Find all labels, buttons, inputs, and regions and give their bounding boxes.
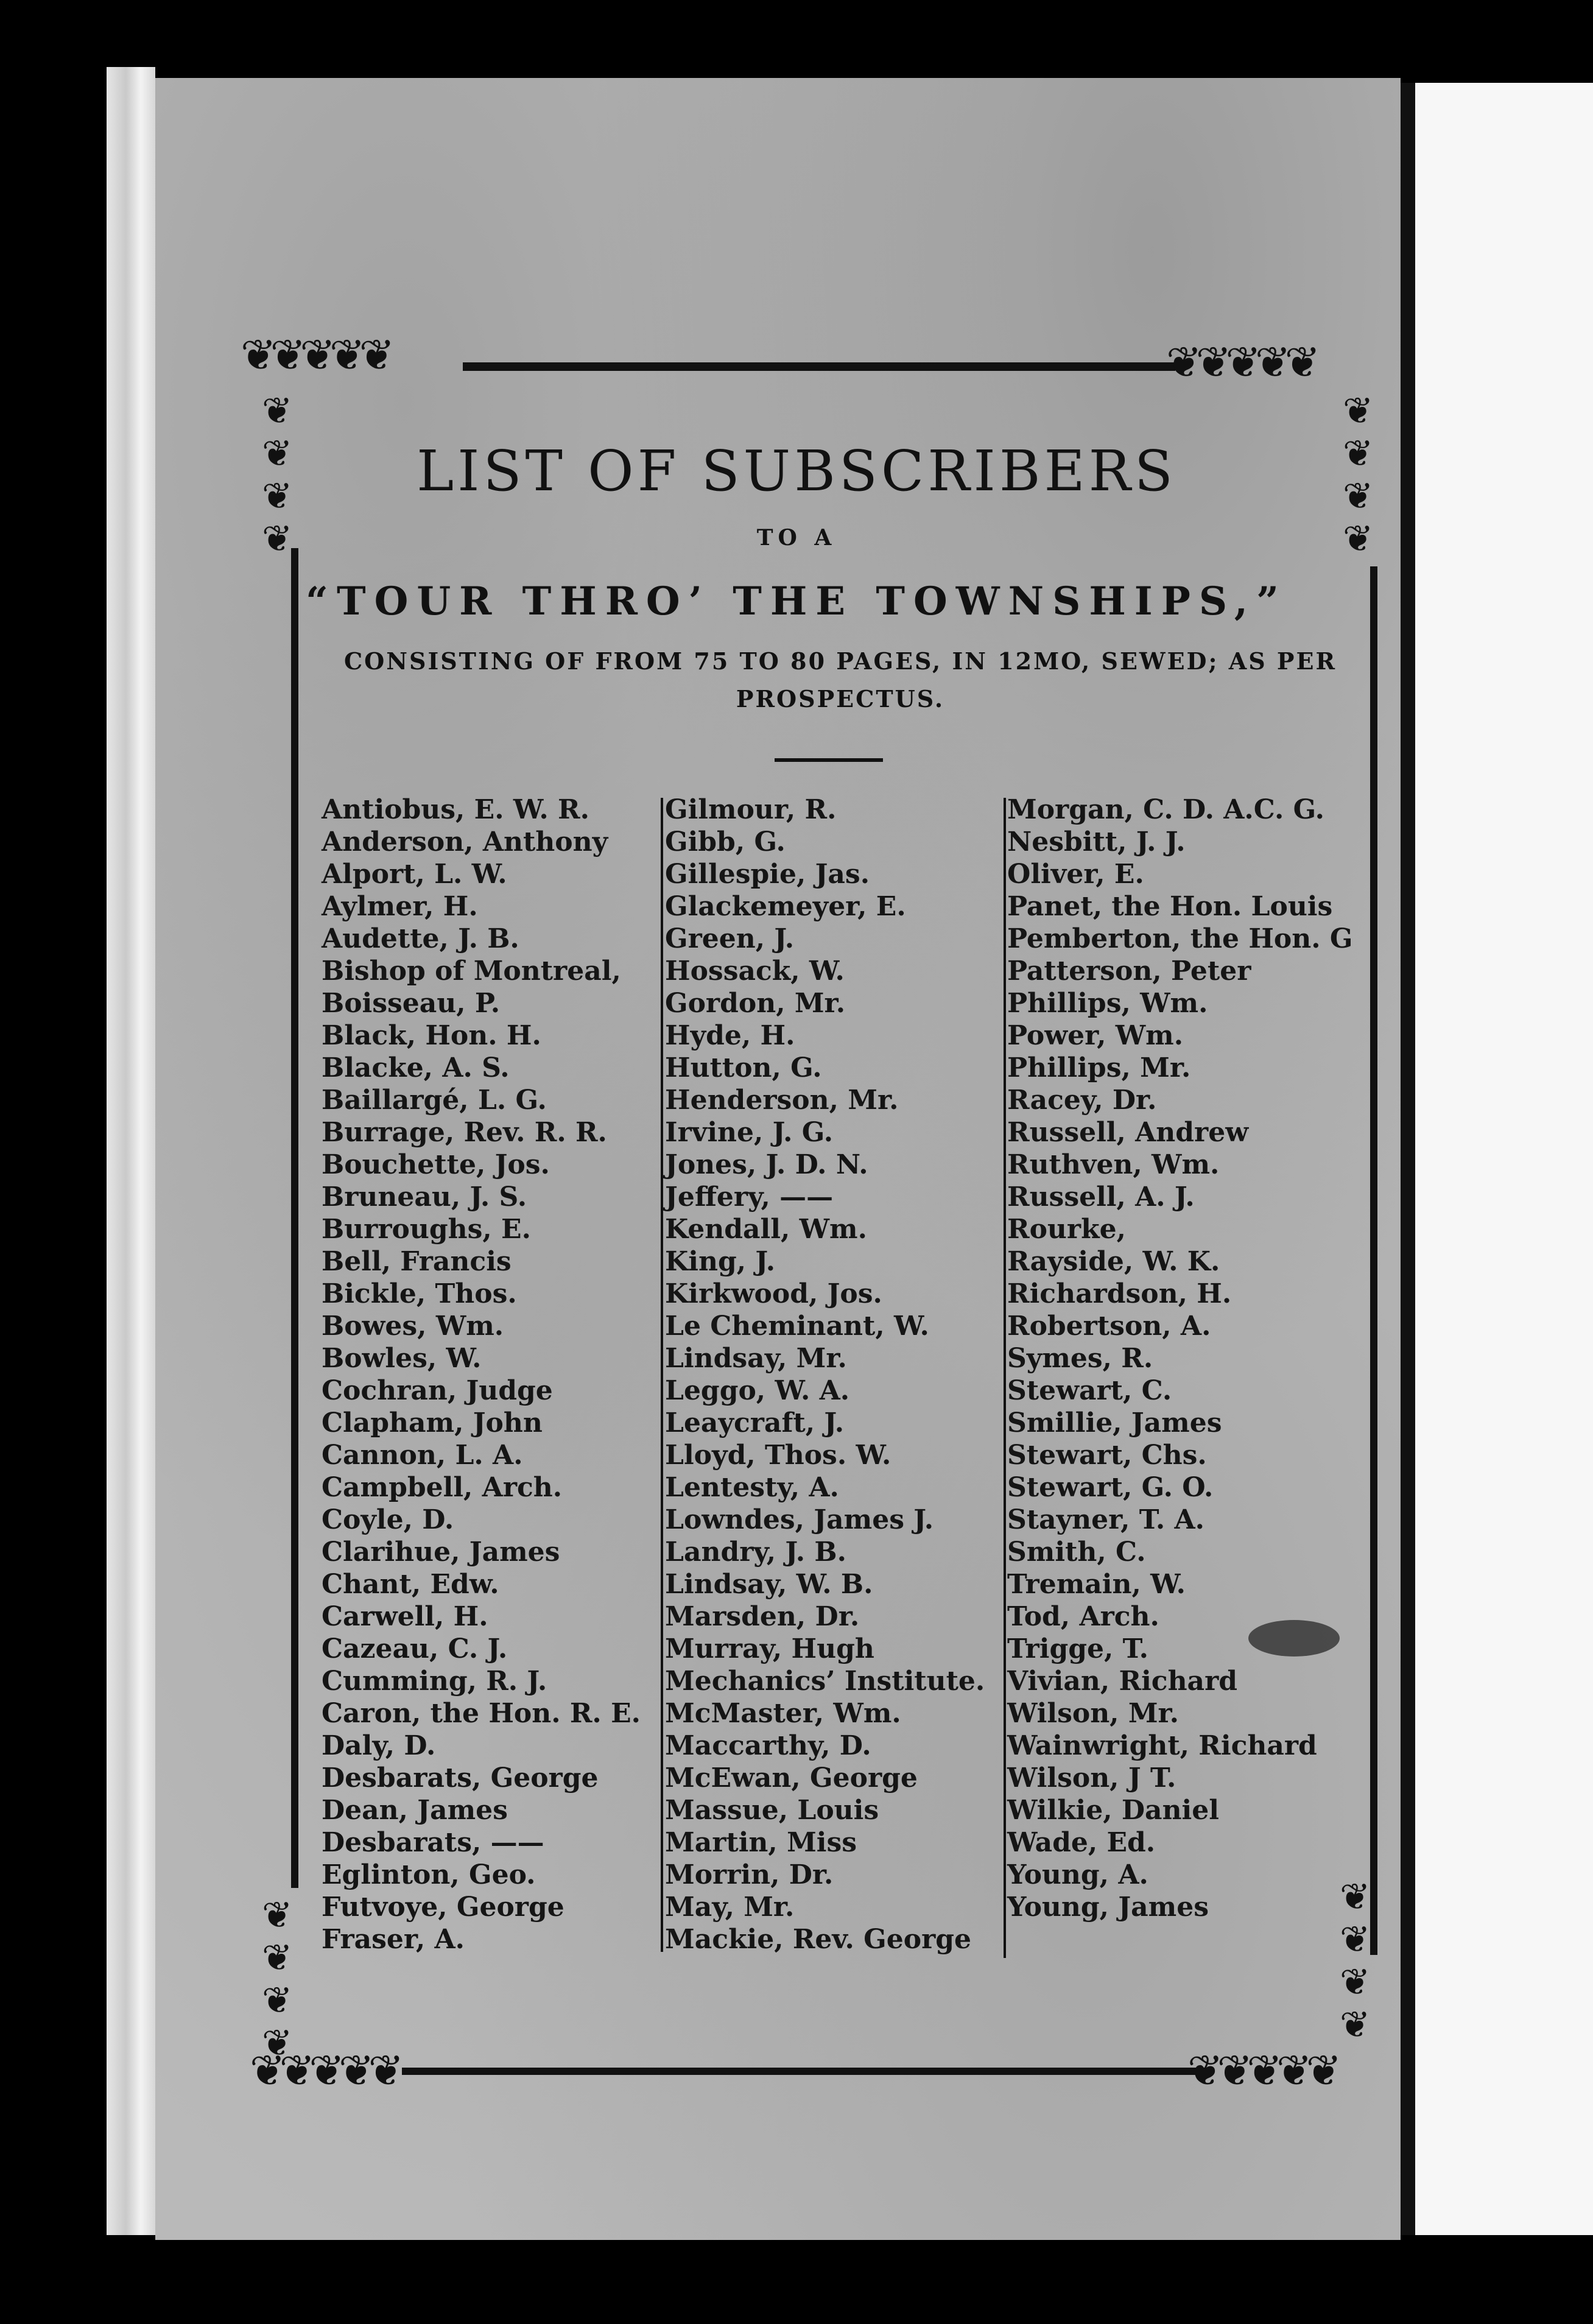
subscriber-entry: Lowndes, James J. — [665, 1504, 934, 1535]
subscriber-entry: Trigge, T. — [1007, 1633, 1148, 1664]
subscriber-entry: Futvoye, George — [322, 1892, 564, 1923]
subscriber-entry: Gilmour, R. — [665, 794, 837, 825]
subscriber-entry: Young, A. — [1007, 1859, 1148, 1890]
subscriber-entry: McMaster, Wm. — [665, 1698, 901, 1729]
subscriber-entry: Morrin, Dr. — [665, 1859, 834, 1890]
page-title: LIST OF SUBSCRIBERS — [417, 438, 1176, 504]
subscriber-entry: Russell, Andrew — [1007, 1117, 1249, 1148]
subscriber-entry: Lindsay, Mr. — [665, 1343, 847, 1374]
subscriber-entry: Eglinton, Geo. — [322, 1859, 536, 1890]
subscriber-entry: Bowes, Wm. — [322, 1311, 504, 1342]
subscriber-entry: Ruthven, Wm. — [1007, 1149, 1220, 1180]
subscriber-entry: Aylmer, H. — [322, 891, 478, 922]
subscriber-entry: Anderson, Anthony — [322, 826, 608, 857]
column-divider-2 — [1004, 798, 1006, 1958]
border-left-rule — [291, 548, 298, 1888]
subscriber-entry: Chant, Edw. — [322, 1569, 499, 1600]
subscriber-entry: Mackie, Rev. George — [665, 1924, 972, 1955]
subscriber-entry: Bouchette, Jos. — [322, 1149, 550, 1180]
subscriber-entry: Racey, Dr. — [1007, 1085, 1157, 1116]
subscriber-entry: Green, J. — [665, 923, 795, 954]
subscriber-entry: Leggo, W. A. — [665, 1375, 850, 1406]
border-bottom-rule — [402, 2068, 1212, 2075]
subscriber-entry: Maccarthy, D. — [665, 1730, 871, 1761]
subscriber-entry: Black, Hon. H. — [322, 1020, 541, 1051]
subscriber-entry: Massue, Louis — [665, 1795, 879, 1826]
subscriber-entry: Vivian, Richard — [1007, 1666, 1238, 1697]
ornament-right-column-top: ❦ ❦ ❦ ❦ — [1343, 390, 1374, 560]
subscriber-entry: Campbell, Arch. — [322, 1472, 563, 1503]
subscriber-entry: Gillespie, Jas. — [665, 859, 870, 890]
subscriber-entry: Bishop of Montreal, — [322, 956, 621, 987]
subscriber-entry: Bell, Francis — [322, 1246, 512, 1277]
subscriber-entry: Alport, L. W. — [322, 859, 507, 890]
subscriber-entry: Wade, Ed. — [1007, 1827, 1156, 1858]
subscriber-entry: Young, James — [1007, 1892, 1209, 1923]
subscriber-entry: Tremain, W. — [1007, 1569, 1186, 1600]
ornament-top-right: ❦❦❦❦❦ — [1166, 337, 1315, 387]
subscriber-column-1 — [322, 794, 653, 1956]
subscriber-entry: Wilson, J T. — [1007, 1762, 1176, 1794]
subscriber-entry: Baillargé, L. G. — [322, 1085, 547, 1116]
ornament-bottom-right: ❦❦❦❦❦ — [1187, 2046, 1336, 2096]
book-description: CONSISTING OF FROM 75 TO 80 PAGES, IN 12MO, SEWED; AS PER PROSPECTUS. — [343, 647, 1337, 713]
subscriber-entry: Wilkie, Daniel — [1007, 1795, 1219, 1826]
subscriber-entry: Cochran, Judge — [322, 1375, 553, 1406]
subscriber-entry: Wainwright, Richard — [1007, 1730, 1317, 1761]
subscriber-entry: Nesbitt, J. J. — [1007, 826, 1186, 857]
subscriber-entry: Desbarats, George — [322, 1762, 599, 1794]
subscriber-entry: Richardson, H. — [1007, 1278, 1232, 1309]
subscriber-entry: Audette, J. B. — [322, 923, 519, 954]
subscriber-entry: Stewart, Chs. — [1007, 1440, 1207, 1471]
ink-smudge — [1248, 1620, 1340, 1657]
subscriber-entry: Tod, Arch. — [1007, 1601, 1159, 1632]
subscriber-entry: Coyle, D. — [322, 1504, 454, 1535]
subscriber-entry: Robertson, A. — [1007, 1311, 1211, 1342]
title-divider — [775, 758, 883, 762]
subscriber-entry: Irvine, J. G. — [665, 1117, 834, 1148]
subscriber-entry: Lindsay, W. B. — [665, 1569, 873, 1600]
subscriber-entry: Bowles, W. — [322, 1343, 482, 1374]
subscriber-entry: Smillie, James — [1007, 1407, 1222, 1438]
subscriber-entry: Russell, A. J. — [1007, 1181, 1195, 1213]
ornament-left-column-bottom: ❦ ❦ ❦ ❦ — [262, 1894, 293, 2065]
subscriber-entry: Hyde, H. — [665, 1020, 795, 1051]
subscriber-column-3 — [1007, 794, 1373, 1923]
subscriber-entry: Stewart, G. O. — [1007, 1472, 1214, 1503]
subscriber-entry: Desbarats, —— — [322, 1827, 544, 1858]
subscriber-entry: Panet, the Hon. Louis — [1007, 891, 1333, 922]
subscriber-entry: Caron, the Hon. R. E. — [322, 1698, 641, 1729]
subscriber-entry: Blacke, A. S. — [322, 1052, 510, 1083]
subscriber-entry: Glackemeyer, E. — [665, 891, 906, 922]
subscriber-entry: Kendall, Wm. — [665, 1214, 867, 1245]
subscriber-entry: Bruneau, J. S. — [322, 1181, 527, 1213]
ornament-bottom-left: ❦❦❦❦❦ — [250, 2046, 398, 2096]
subscriber-entry: Rayside, W. K. — [1007, 1246, 1220, 1277]
subscriber-entry: Bickle, Thos. — [322, 1278, 517, 1309]
subscriber-entry: Power, Wm. — [1007, 1020, 1184, 1051]
subscriber-entry: Rourke, — [1007, 1214, 1126, 1245]
subscriber-entry: Henderson, Mr. — [665, 1085, 899, 1116]
book-title: “TOUR THRO’ THE TOWNSHIPS,” — [306, 579, 1287, 624]
column-divider-1 — [661, 798, 663, 1952]
subscriber-entry: Lloyd, Thos. W. — [665, 1440, 891, 1471]
subscriber-entry: Landry, J. B. — [665, 1537, 846, 1568]
subscriber-entry: Daly, D. — [322, 1730, 436, 1761]
subscriber-entry: Hutton, G. — [665, 1052, 822, 1083]
subscriber-entry: Clapham, John — [322, 1407, 543, 1438]
subscriber-entry: Le Cheminant, W. — [665, 1311, 929, 1342]
subscriber-entry: Phillips, Mr. — [1007, 1052, 1191, 1083]
subscriber-entry: Lentesty, A. — [665, 1472, 839, 1503]
subscriber-entry: Stewart, C. — [1007, 1375, 1172, 1406]
subscriber-entry: Burroughs, E. — [322, 1214, 531, 1245]
subscriber-entry: Phillips, Wm. — [1007, 988, 1208, 1019]
ornament-top-left: ❦❦❦❦❦ — [241, 330, 389, 380]
subscriber-entry: Cannon, L. A. — [322, 1440, 523, 1471]
subscriber-entry: Stayner, T. A. — [1007, 1504, 1204, 1535]
subscriber-entry: Fraser, A. — [322, 1924, 465, 1955]
border-top-rule — [463, 362, 1175, 371]
subscriber-entry: Marsden, Dr. — [665, 1601, 860, 1632]
subscriber-entry: Pemberton, the Hon. G — [1007, 923, 1353, 954]
ornament-left-column-top: ❦ ❦ ❦ ❦ — [262, 390, 293, 560]
subscriber-entry: Wilson, Mr. — [1007, 1698, 1179, 1729]
subscriber-entry: Gibb, G. — [665, 826, 786, 857]
subscriber-entry: Clarihue, James — [322, 1537, 560, 1568]
subscriber-entry: Gordon, Mr. — [665, 988, 846, 1019]
subtitle-to-a: TO A — [756, 525, 837, 551]
subscriber-entry: Kirkwood, Jos. — [665, 1278, 882, 1309]
subscriber-entry: Jeffery, —— — [665, 1181, 834, 1213]
subscriber-entry: Oliver, E. — [1007, 859, 1144, 890]
subscriber-entry: Mechanics’ Institute. — [665, 1666, 985, 1697]
subscriber-entry: Murray, Hugh — [665, 1633, 874, 1664]
subscriber-entry: Symes, R. — [1007, 1343, 1153, 1374]
subscriber-entry: King, J. — [665, 1246, 776, 1277]
subscriber-entry: Smith, C. — [1007, 1537, 1146, 1568]
facing-page — [1401, 83, 1593, 2235]
subscriber-entry: Cazeau, C. J. — [322, 1633, 508, 1664]
subscriber-entry: Carwell, H. — [322, 1601, 488, 1632]
subscriber-entry: Boisseau, P. — [322, 988, 501, 1019]
subscriber-entry: Antiobus, E. W. R. — [322, 794, 589, 825]
page-gutter-line — [1401, 83, 1415, 2235]
subscriber-entry: May, Mr. — [665, 1892, 795, 1923]
subscriber-column-2 — [665, 794, 997, 1956]
subscriber-entry: Burrage, Rev. R. R. — [322, 1117, 607, 1148]
book-page-edge — [107, 67, 155, 2235]
subscriber-entry: Morgan, C. D. A.C. G. — [1007, 794, 1324, 825]
subscriber-entry: Martin, Miss — [665, 1827, 857, 1858]
subscriber-entry: Dean, James — [322, 1795, 508, 1826]
subscriber-entry: McEwan, George — [665, 1762, 918, 1794]
ornament-right-column-bottom: ❦ ❦ ❦ ❦ — [1340, 1876, 1371, 2046]
subscriber-entry: Jones, J. D. N. — [665, 1149, 868, 1180]
subscriber-entry: Patterson, Peter — [1007, 956, 1251, 987]
subscriber-entry: Cumming, R. J. — [322, 1666, 547, 1697]
subscriber-entry: Leaycraft, J. — [665, 1407, 845, 1438]
subscriber-entry: Hossack, W. — [665, 956, 845, 987]
